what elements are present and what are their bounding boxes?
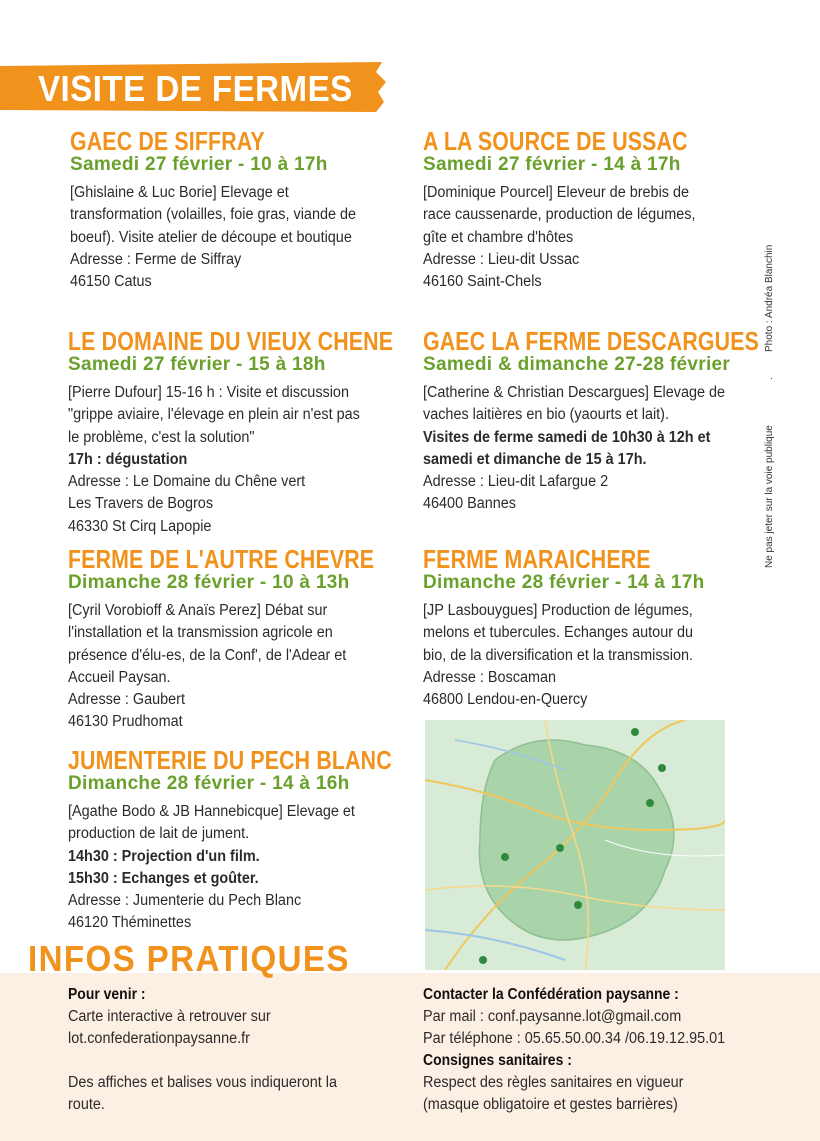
farm-line: samedi et dimanche de 15 à 17h. — [423, 450, 647, 468]
farm-line: bio, de la diversification et la transmission. — [423, 646, 694, 664]
farm-date: Samedi 27 février - 15 à 18h — [68, 354, 326, 375]
farm-postcode: 46130 Prudhomat — [68, 713, 183, 731]
sanitary-rule: Respect des règles sanitaires en vigueur — [423, 1074, 684, 1091]
farm-line: [Ghislaine & Luc Borie] Elevage et — [70, 184, 289, 201]
farm-line: [JP Lasbouygues] Production de légumes, — [423, 602, 693, 619]
farm-postcode: 46400 Bannes — [423, 495, 516, 513]
farm-name: GAEC LA FERME DESCARGUES — [423, 326, 760, 356]
farm-line: "grippe aviaire, l'élevage en plein air n'est pas — [68, 406, 360, 424]
farm-address: Adresse : Ferme de Siffray — [70, 250, 242, 268]
farm-gaec-la-ferme-descargues — [423, 326, 820, 516]
infos-title: INFOS PRATIQUES — [28, 938, 350, 979]
farm-line: présence d'élu-es, de la Conf', de l'Adear et — [68, 646, 347, 664]
farm-description — [423, 600, 693, 711]
contact-phone[interactable]: Par téléphone : 05.65.50.00.34 /06.19.12.95.01 — [423, 1030, 726, 1047]
farm-line: 14h30 : Projection d'un film. — [68, 847, 260, 865]
farm-line: boeuf). Visite atelier de découpe et boutique — [70, 228, 352, 246]
signage-line: Des affiches et balises vous indiqueront la — [68, 1074, 337, 1091]
farm-description — [70, 182, 356, 293]
farm-name: LE DOMAINE DU VIEUX CHENE — [68, 326, 394, 356]
farm-line: l'installation et la transmission agricole en — [68, 624, 333, 642]
farm-line: production de lait de jument. — [68, 825, 250, 843]
farm-name: A LA SOURCE DE USSAC — [423, 126, 688, 156]
farm-line: 17h : dégustation — [68, 450, 188, 468]
farm-ferme-maraichere — [423, 544, 713, 711]
farm-description — [68, 801, 435, 935]
farm-line: melons et tubercules. Echanges autour du — [423, 624, 694, 642]
farm-line: [Dominique Pourcel] Eleveur de brebis de — [423, 184, 690, 201]
farm-name: FERME DE L'AUTRE CHEVRE — [68, 544, 375, 574]
farm-line: race caussenarde, production de légumes, — [423, 206, 696, 224]
photo-credit: Photo : Andréa Blanchin — [764, 244, 775, 352]
contact-email[interactable]: Par mail : conf.paysanne.lot@gmail.com — [423, 1008, 682, 1025]
farm-address: Adresse : Jumenterie du Pech Blanc — [68, 892, 302, 910]
contact-heading: Contacter la Confédération paysanne : — [423, 986, 679, 1003]
farm-gaec-de-siffray — [70, 126, 378, 293]
farm-jumenterie-du-pech-blanc — [68, 745, 463, 935]
farm-line: le problème, c'est la solution" — [68, 428, 255, 446]
farm-address: Adresse : Gaubert — [68, 691, 185, 709]
farm-date: Samedi 27 février - 14 à 17h — [423, 154, 681, 175]
farm-description — [423, 382, 804, 516]
farm-line: [Cyril Vorobioff & Anaïs Perez] Débat sur — [68, 602, 328, 619]
farm-line: transformation (volailles, foie gras, viande de — [70, 206, 357, 224]
farm-line: [Catherine & Christian Descargues] Elevage de — [423, 384, 726, 401]
farm-date: Samedi 27 février - 10 à 17h — [70, 154, 328, 175]
farm-a-la-source-de-ussac — [423, 126, 746, 293]
farms-map[interactable] — [425, 720, 725, 970]
farm-le-domaine-du-vieux-chene — [68, 326, 465, 538]
farm-date: Dimanche 28 février - 14 à 16h — [68, 773, 350, 794]
map-info-line: Carte interactive à retrouver sur — [68, 1008, 271, 1025]
getting-there-heading: Pour venir : — [68, 986, 146, 1003]
infos-right-column — [423, 984, 748, 1116]
farm-postcode: 46160 Saint-Chels — [423, 273, 542, 291]
farm-address: Adresse : Lieu-dit Ussac — [423, 250, 580, 268]
signage-line-2: route. — [68, 1096, 105, 1113]
farm-address: Adresse : Le Domaine du Chêne vert — [68, 473, 306, 491]
farm-date: Samedi & dimanche 27-28 février — [423, 354, 731, 375]
farm-date: Dimanche 28 février - 14 à 17h — [423, 572, 705, 593]
farm-line: gîte et chambre d'hôtes — [423, 228, 574, 246]
farm-line: Visites de ferme samedi de 10h30 à 12h et — [423, 428, 711, 446]
farm-name: GAEC DE SIFFRAY — [70, 126, 265, 156]
sanitary-rule-2: (masque obligatoire et gestes barrières) — [423, 1096, 678, 1113]
farm-postcode: 46120 Théminettes — [68, 914, 192, 932]
farm-line: [Agathe Bodo & JB Hannebicque] Elevage et — [68, 803, 355, 820]
farm-address: Adresse : Lieu-dit Lafargue 2 — [423, 473, 609, 491]
farm-address: Adresse : Boscaman — [423, 668, 557, 686]
map-image — [425, 720, 725, 970]
farm-name: FERME MARAICHERE — [423, 544, 651, 574]
farm-description — [68, 382, 437, 538]
farm-postcode: 46800 Lendou-en-Quercy — [423, 691, 588, 709]
website-link[interactable]: lot.confederationpaysanne.fr — [68, 1030, 250, 1047]
header-banner — [0, 62, 388, 112]
farm-postcode: 46330 St Cirq Lapopie — [68, 517, 212, 535]
farm-line: vaches laitières en bio (yaourts et lait). — [423, 406, 669, 424]
infos-left-column — [68, 984, 357, 1116]
public-notice: Ne pas jeter sur la voie publique — [764, 425, 775, 568]
farm-postcode: 46150 Catus — [70, 273, 152, 291]
farm-description — [423, 182, 723, 293]
page-title: VISITE DE FERMES — [38, 68, 353, 109]
farm-line: Accueil Paysan. — [68, 668, 171, 686]
farm-line: [Pierre Dufour] 15-16 h : Visite et discussion — [68, 384, 349, 401]
side-dot: . — [764, 377, 775, 380]
farm-name: JUMENTERIE DU PECH BLANC — [68, 745, 392, 775]
farm-date: Dimanche 28 février - 10 à 13h — [68, 572, 350, 593]
farm-address-line2: Les Travers de Bogros — [68, 495, 214, 513]
farm-ferme-de-l-autre-chevre — [68, 544, 441, 734]
sanitary-heading: Consignes sanitaires : — [423, 1052, 572, 1069]
farm-line: 15h30 : Echanges et goûter. — [68, 869, 259, 887]
farm-description — [68, 600, 415, 734]
